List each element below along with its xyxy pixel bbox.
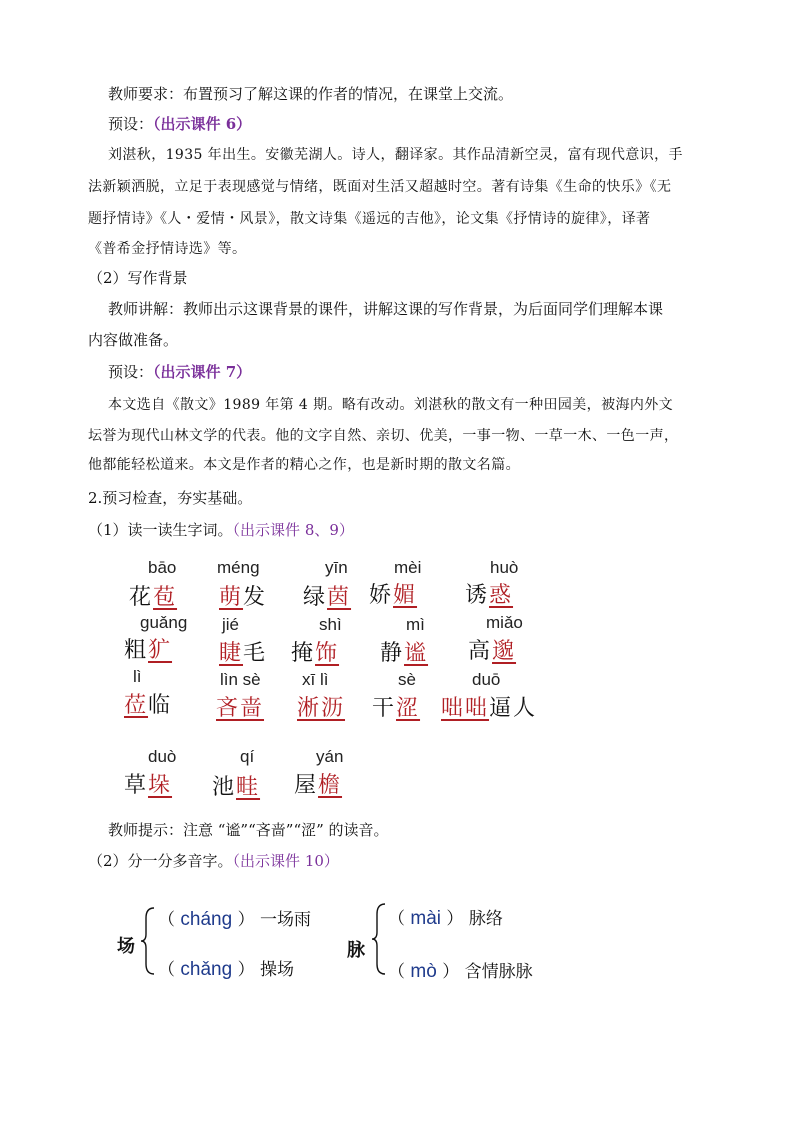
pinyin: huò: [490, 558, 519, 577]
background-text-1: 本文选自《散文》1989 年第 4 期。略有改动。刘湛秋的散文有一种田园美，被海内外文: [108, 397, 674, 413]
pinyin: jié: [222, 615, 240, 634]
pinyin: guǎng: [140, 613, 188, 632]
vocab-word: 池畦: [212, 775, 261, 800]
preset-line-2: [108, 362, 251, 382]
vocab-word: 粗犷: [124, 638, 173, 663]
polyphone-heading: [88, 851, 339, 871]
author-text-2: 法新颖洒脱，立足于表现感觉与情绪，既面对生活又超越时空。著有诗集《生命的快乐》《无: [88, 179, 672, 195]
preset-label: 预设：: [108, 115, 154, 133]
read-words-heading: [88, 520, 354, 540]
courseware-ref: （出示课件 7）: [153, 363, 252, 381]
polyphone-label: （2）分一分多音字。: [88, 852, 233, 870]
vocab-word: 干涩: [372, 696, 421, 721]
background-text-3: 他都能轻松道来。本文是作者的精心之作，也是新时期的散文名篇。: [88, 457, 520, 473]
vocab-word: 吝啬: [216, 696, 265, 721]
vocab-word: 屋檐: [294, 773, 343, 798]
pinyin: mì: [406, 615, 425, 634]
vocab-word: 草垛: [124, 773, 173, 798]
vocab-word: 咄咄逼人: [441, 696, 538, 721]
background-text-2: 坛誉为现代山林文学的代表。他的文字自然、亲切、优美，一事一物、一草一木、一色一声，: [88, 428, 679, 444]
reading-row: （ chǎng ） 操场: [158, 959, 294, 980]
left-brace-icon: [371, 902, 387, 976]
pinyin: yīn: [325, 558, 348, 577]
vocab-word: 绿茵: [303, 585, 352, 610]
vocab-word: 高邈: [468, 639, 517, 664]
teacher-tip: 教师提示：注意 “谧”“吝啬”“涩” 的读音。: [108, 821, 389, 839]
vocab-word: 掩饰: [291, 641, 340, 666]
courseware-ref: （出示课件 10）: [232, 852, 339, 870]
pinyin: yán: [316, 747, 344, 766]
vocab-word: 萌发: [219, 585, 268, 610]
teacher-explain-2: 内容做准备。: [88, 331, 179, 349]
courseware-ref: （出示课件 6）: [153, 115, 252, 133]
read-words-label: （1）读一读生字词。: [88, 521, 233, 539]
vocab-word: 淅沥: [297, 696, 346, 721]
vocab-word: 莅临: [124, 693, 173, 718]
author-text-3: 题抒情诗》《人・爱情・风景》，散文诗集《遥远的吉他》，论文集《抒情诗的旋律》，译著: [88, 211, 651, 227]
pinyin: qí: [240, 747, 255, 766]
reading-row: （ mò ） 含情脉脉: [388, 961, 533, 982]
preview-check-heading: 2.预习检查，夯实基础。: [88, 489, 253, 507]
pinyin: sè: [398, 670, 416, 689]
polyphone-char: 场: [117, 936, 135, 957]
pinyin: méng: [217, 558, 260, 577]
pinyin: xī lì: [302, 670, 329, 689]
vocab-word: 睫毛: [219, 641, 268, 666]
pinyin: shì: [319, 615, 342, 634]
preset-label: 预设：: [108, 363, 154, 381]
reading-row: （ cháng ） 一场雨: [158, 909, 311, 930]
author-text-4: 《普希金抒情诗选》等。: [88, 241, 247, 257]
polyphone-char: 脉: [347, 940, 365, 961]
pinyin: lìn sè: [220, 670, 261, 689]
pinyin: mèi: [394, 558, 422, 577]
section-heading-background: （2）写作背景: [88, 269, 188, 287]
left-brace-icon: [140, 906, 156, 976]
vocab-word: 花苞: [129, 585, 178, 610]
preset-line-1: [108, 114, 251, 134]
pinyin: duō: [472, 670, 501, 689]
pinyin: duò: [148, 747, 177, 766]
pinyin: lì: [133, 667, 142, 686]
pinyin: bāo: [148, 558, 177, 577]
teacher-requirement: 教师要求：布置预习了解这课的作者的情况，在课堂上交流。: [108, 85, 514, 103]
reading-row: （ mài ） 脉络: [388, 908, 503, 929]
vocab-word: 娇媚: [369, 583, 418, 608]
author-text-1: 刘湛秋，1935 年出生。安徽芜湖人。诗人，翻译家。其作品清新空灵，富有现代意识，手: [108, 147, 683, 163]
vocab-word: 静谧: [380, 641, 429, 666]
teacher-explain-1: 教师讲解：教师出示这课背景的课件，讲解这课的写作背景，为后面同学们理解本课: [108, 300, 664, 318]
pinyin: miǎo: [486, 613, 523, 632]
vocab-word: 诱惑: [465, 583, 514, 608]
courseware-ref: （出示课件 8、9）: [232, 521, 354, 539]
